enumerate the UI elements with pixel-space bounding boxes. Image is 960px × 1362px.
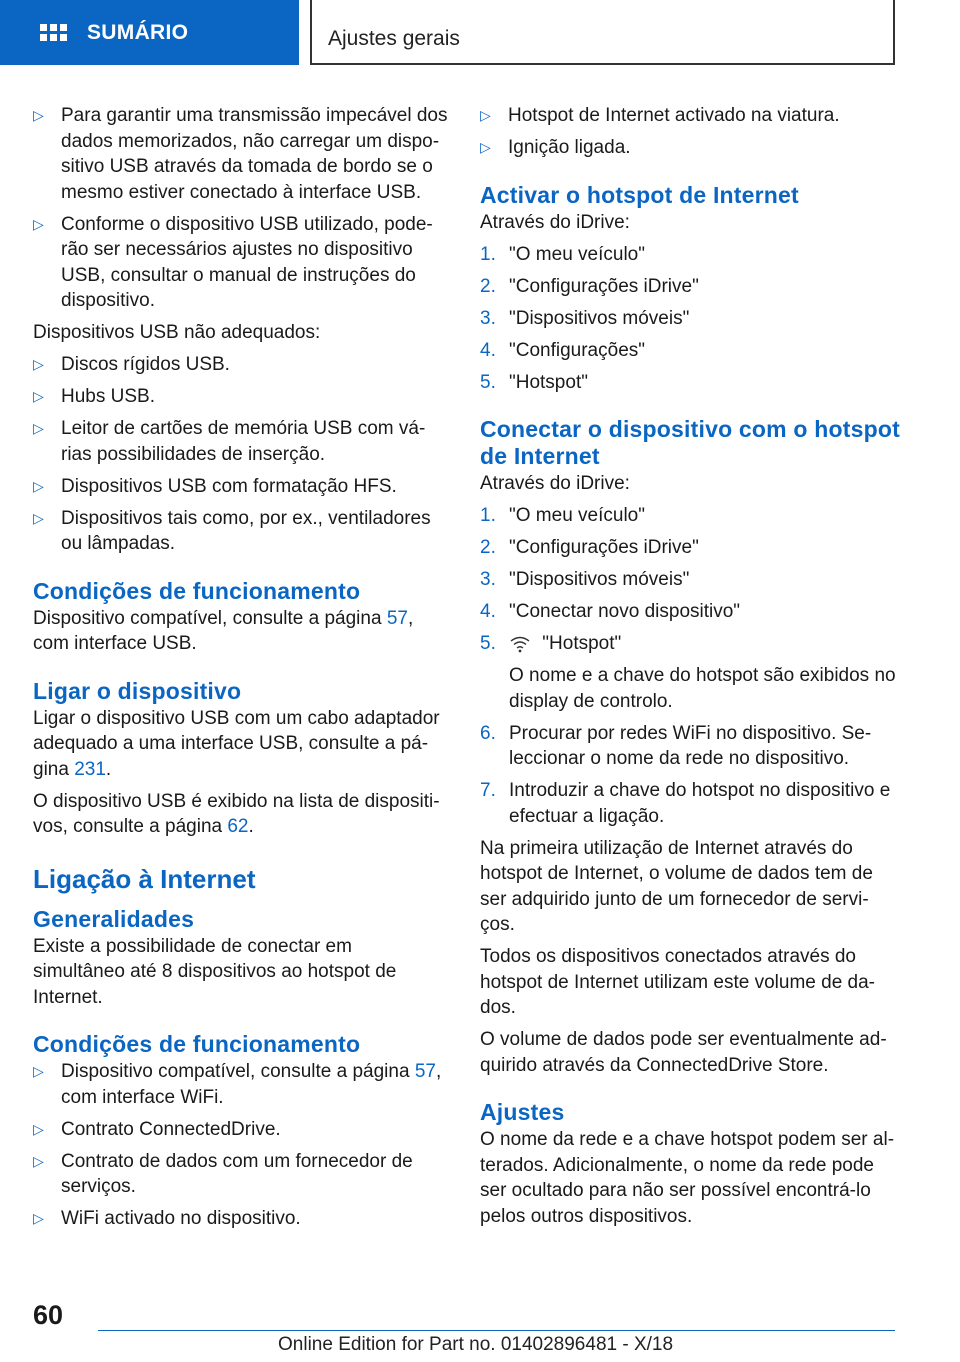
step-item: 3. "Dispositivos móveis" (480, 569, 690, 590)
page-link[interactable]: 57 (386, 607, 408, 629)
page-link[interactable]: 62 (227, 816, 249, 837)
list-item: ▷ Dispositivos USB com formatação HFS. (33, 474, 449, 500)
heading-activate-hotspot: Activar o hotspot de Internet (480, 181, 799, 208)
step-item: 4. "Conectar novo dispositivo" (480, 601, 741, 622)
footer-edition: Online Edition for Part no. 01402896481 - X/18 (278, 1334, 674, 1355)
list-item: ▷ Discos rígidos USB. (33, 352, 449, 378)
triangle-bullet-icon: ▷ (33, 1120, 44, 1137)
toc-label: SUMÁRIO (87, 20, 189, 44)
page-number: 60 (33, 1300, 64, 1330)
list-item: ▷ Para garantir uma transmissão impecável dos dados memorizados, não carregar um dispo-sitivo USB através da tomada de bordo se o mesmo estiver conectado à interface USB. (33, 105, 448, 203)
grid-menu-icon (40, 24, 67, 41)
triangle-bullet-icon: ▷ (33, 477, 44, 494)
paragraph: Todos os dispositivos conectados através do hotspot de Internet utilizam este volume de da-dos. (480, 946, 876, 1018)
step-item: 2. "Configurações iDrive" (480, 275, 699, 297)
step-item: 2. "Configurações iDrive" (480, 537, 699, 558)
paragraph: O volume de dados pode ser eventualmente ad-quirido através da ConnectedDrive Store. (480, 1029, 887, 1076)
list-item: ▷ Conforme o dispositivo USB utilizado, pode-rão ser necessários ajustes no dispositivo USB, consultar o manual de instruções do dispositivo. (33, 213, 433, 311)
paragraph: Através do iDrive: (480, 473, 630, 494)
paragraph: O dispositivo USB é exibido na lista de dispositi-vos, consulte a página 62. (33, 790, 440, 837)
heading-settings: Ajustes (480, 1099, 565, 1125)
step-item: 7. Introduzir a chave do hotspot no dispositivo e efectuar a ligação. (480, 780, 891, 827)
triangle-bullet-icon: ▷ (33, 1210, 44, 1226)
list-item: ▷ WiFi activado no dispositivo. (33, 1206, 449, 1232)
footer-divider (98, 1330, 895, 1331)
triangle-bullet-icon: ▷ (33, 107, 44, 123)
left-column (33, 103, 449, 1238)
paragraph: Ligar o dispositivo USB com um cabo adaptador adequado a uma interface USB, consulte a pá-gina 231. (33, 707, 440, 780)
list-item: ▷ Contrato ConnectedDrive. (33, 1117, 449, 1143)
wifi-icon (509, 635, 531, 653)
triangle-bullet-icon: ▷ (33, 215, 44, 232)
paragraph: O nome da rede e a chave hotspot podem ser al-terados. Adicionalmente, o nome da rede pode ser ocultado para não ser possível encontrá-lo pelos outros dispositivos. (480, 1129, 895, 1227)
triangle-bullet-icon: ▷ (33, 388, 44, 404)
step-item: 4. "Configurações" (480, 339, 646, 361)
list-item: ▷ Hotspot de Internet activado na viatura. (480, 103, 900, 129)
list-item: ▷ Contrato de dados com um fornecedor de serviços. (33, 1150, 413, 1197)
paragraph: Existe a possibilidade de conectar em simultâneo até 8 dispositivos ao hotspot de Internet. (33, 935, 397, 1008)
list-item: ▷ Ignição ligada. (480, 135, 900, 161)
page-link[interactable]: 231 (74, 758, 106, 780)
step-item: 1. "O meu veículo" (480, 243, 645, 265)
toc-button[interactable] (0, 0, 299, 65)
step-item: 6. Procurar por redes WiFi no dispositivo. Se-leccionar o nome da rede no dispositivo. (480, 722, 872, 769)
triangle-bullet-icon: ▷ (480, 107, 491, 123)
step-item: 5. "Hotspot" (480, 371, 588, 393)
paragraph: Dispositivo compatível, consulte a página 57, com interface USB. (33, 607, 414, 654)
unsuitable-label: Dispositivos USB não adequados: (33, 322, 321, 343)
list-item: ▷ Hubs USB. (33, 384, 449, 410)
step-item: 1. "O meu veículo" (480, 505, 645, 526)
section-title: Ajustes gerais (310, 0, 895, 65)
page-link[interactable]: 57 (414, 1061, 436, 1082)
triangle-bullet-icon: ▷ (33, 420, 44, 436)
triangle-bullet-icon: ▷ (33, 509, 44, 526)
step-item: 5. "Hotspot" (480, 633, 622, 654)
list-item: ▷ Leitor de cartões de memória USB com vá-rias possibilidades de inserção. (33, 418, 426, 465)
right-column (480, 103, 900, 1236)
heading-conditions: Condições de funcionamento (33, 577, 361, 604)
triangle-bullet-icon: ▷ (33, 356, 44, 372)
heading-conditions-2: Condições de funcionamento (33, 1031, 361, 1057)
list-item: ▷ Dispositivo compatível, consulte a página 57, com interface WiFi. (33, 1061, 442, 1108)
heading-general: Generalidades (33, 905, 195, 932)
paragraph: Na primeira utilização de Internet através do hotspot de Internet, o volume de dados tem de ser adquirido junto de um fornecedor de servi-ços. (480, 837, 873, 935)
heading-internet: Ligação à Internet (33, 863, 256, 894)
triangle-bullet-icon: ▷ (33, 1152, 44, 1169)
step-item: 3. "Dispositivos móveis" (480, 307, 690, 329)
heading-connect-device: Ligar o dispositivo (33, 677, 242, 704)
step-note: O nome e a chave do hotspot são exibidos no display de controlo. (509, 665, 896, 712)
triangle-bullet-icon: ▷ (480, 139, 491, 155)
list-item: ▷ Dispositivos tais como, por ex., ventiladores ou lâmpadas. (33, 507, 431, 554)
heading-connect-hotspot: Conectar o dispositivo com o hotspot de Internet (480, 416, 900, 469)
triangle-bullet-icon: ▷ (33, 1063, 44, 1079)
paragraph: Através do iDrive: (480, 211, 630, 233)
